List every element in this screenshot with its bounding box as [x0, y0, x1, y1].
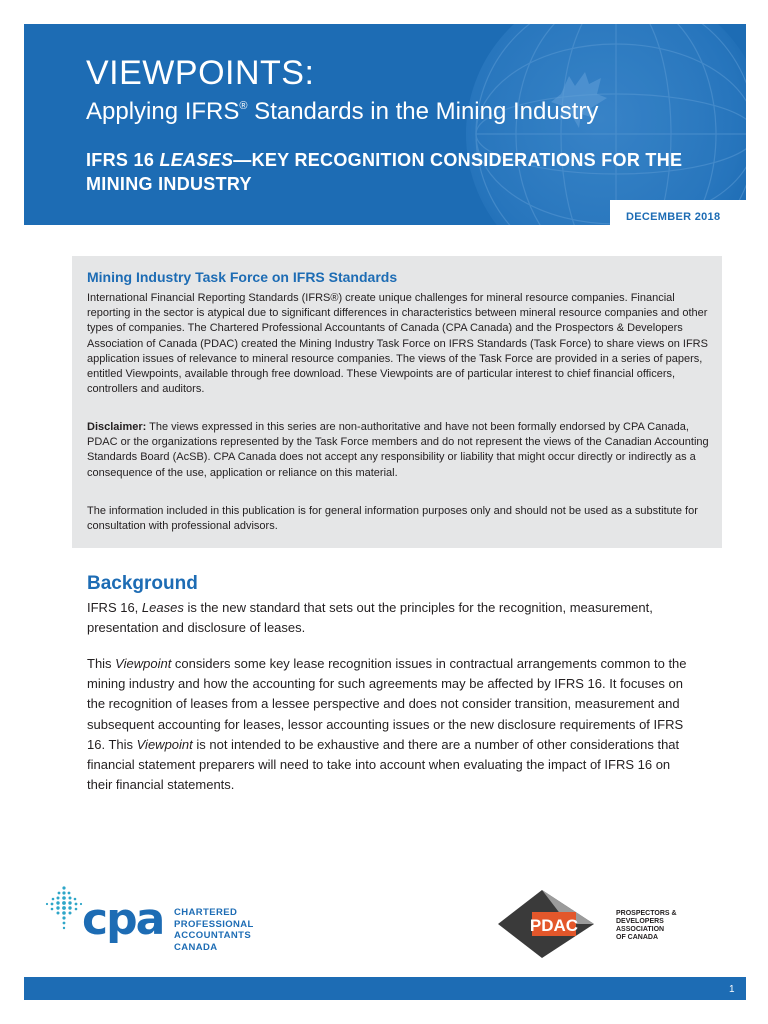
cpa-maple-dots-icon [44, 884, 84, 934]
document-headline: IFRS 16 LEASES—KEY RECOGNITION CONSIDERATIONS FOR THE MINING INDUSTRY [86, 150, 683, 194]
page-title: VIEWPOINTS: [86, 54, 315, 92]
pdac-full-name: PROSPECTORS & DEVELOPERS ASSOCIATION OF CANADA [616, 910, 677, 941]
background-paragraph-2: This Viewpoint considers some key lease recognition issues in contractual arrangements common to the mining industry and how the accounting for such agreements may be affected by IFRS 16. It focuses on the recognition of leases from a lessee perspective and does not consider transition, measurement and subsequent accounting for leases, lessor accounting issues or the new disclosure requirements of IFRS 16. This Viewpoint is not intended to be exhaustive and there are a number of other considerations that financial statement preparers will need to take into account when evaluating the impact of IFRS 16 on their financial statements. [87, 656, 687, 793]
cpa-full-name: CHARTERED PROFESSIONAL ACCOUNTANTS CANADA [174, 907, 254, 953]
page-subtitle: Applying IFRS® Standards in the Mining Industry [86, 98, 599, 125]
task-force-infobox [72, 256, 722, 548]
publication-date: DECEMBER 2018 [626, 211, 721, 223]
cpa-canada-logo [44, 884, 264, 958]
pdac-wordmark: PDAC [529, 916, 579, 935]
infobox-general-info-paragraph: The information included in this publication is for general information purposes only and should not be used as a substitute for consultation with professional advisors. [87, 505, 698, 533]
footer-bar [24, 977, 746, 1000]
header-banner [24, 24, 746, 225]
section-heading-background: Background [87, 573, 198, 594]
page-number: 1 [729, 984, 735, 995]
cpa-wordmark: cpa [82, 894, 164, 945]
infobox-title: Mining Industry Task Force on IFRS Standards [87, 269, 398, 285]
infobox-intro-paragraph: International Financial Reporting Standards (IFRS®) create unique challenges for mineral resource companies. Financial reporting in the sector is atypical due to significant differences in characteristics between mineral resource companies and other types of companies. The Chartered Professional Accountants of Canada (CPA Canada) and the Prospectors & Developers Association of Canada (PDAC) created the Mining Industry Task Force on IFRS Standards (Task Force) to share views on IFRS application issues of relevance to mineral resource companies. The views of the Task Force are provided in a series of papers, entitled Viewpoints, available through free download. These Viewpoints are of particular interest to chief financial officers, controllers and auditors. [87, 292, 708, 396]
infobox-disclaimer-paragraph: Disclaimer: The views expressed in this series are non-authoritative and have not been formally endorsed by CPA Canada, PDAC or the organizations represented by the Task Force members and do not represent the views of the Canadian Accounting Standards Board (AcSB). CPA Canada does not accept any responsibility or liability that might occur directly or indirectly as a consequence of the use, application or reliance on this material. [87, 421, 709, 479]
background-paragraph-1: IFRS 16, Leases is the new standard that sets out the principles for the recognition, measurement, presentation and disclosure of leases. [87, 600, 653, 636]
pdac-logo [498, 890, 598, 958]
